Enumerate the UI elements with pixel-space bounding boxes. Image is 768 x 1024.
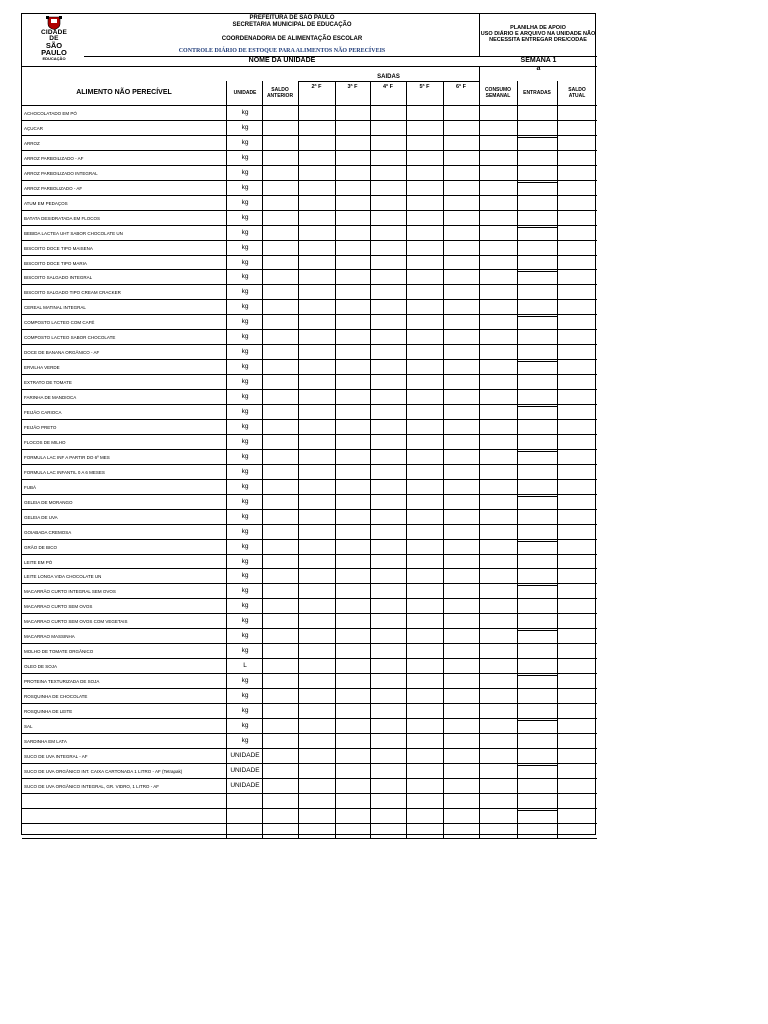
item-name: EXTRATO DE TOMATE xyxy=(24,380,72,386)
item-unit: kg xyxy=(241,482,249,490)
row-divider xyxy=(22,568,597,569)
column-divider xyxy=(479,66,480,838)
row-divider xyxy=(22,613,597,614)
row-divider xyxy=(22,718,597,719)
item-unit: kg xyxy=(241,333,249,341)
row-divider xyxy=(22,793,597,794)
row-divider xyxy=(22,688,597,689)
item-unit: kg xyxy=(241,542,249,550)
col-header-consumo xyxy=(479,81,517,105)
entradas-cell-mark xyxy=(517,271,557,285)
item-unit: UNIDADE xyxy=(230,766,260,774)
item-unit: kg xyxy=(241,363,249,371)
row-divider xyxy=(22,509,597,510)
week-label xyxy=(480,57,597,73)
row-divider xyxy=(22,479,597,480)
row-divider xyxy=(22,823,597,824)
item-unit: kg xyxy=(241,707,249,714)
item-name: GELEIA DE MORANGO xyxy=(24,499,73,505)
row-divider xyxy=(22,733,597,734)
header-secretaria: SECRETARIA MUNICIPAL DE EDUCAÇÃO xyxy=(232,22,352,28)
row-divider xyxy=(22,464,597,465)
saldo-anterior-l1: SALDO xyxy=(271,87,289,93)
item-name: MACARRAO MASSINHA xyxy=(24,634,75,640)
item-unit: kg xyxy=(241,258,249,266)
row-divider xyxy=(22,284,597,285)
item-name: GOIABADA CREMOSA xyxy=(24,529,72,535)
item-unit: kg xyxy=(241,647,249,655)
entradas-cell-mark xyxy=(517,137,557,151)
item-unit: kg xyxy=(241,602,249,610)
item-unit: UNIDADE xyxy=(230,781,260,789)
row-divider xyxy=(22,583,597,584)
header-center xyxy=(142,14,442,43)
row-divider xyxy=(22,419,597,420)
item-unit: kg xyxy=(241,348,249,356)
row-divider xyxy=(22,389,597,390)
col-header-day: 4ª F xyxy=(383,84,393,90)
item-name: SAL xyxy=(24,723,33,729)
item-name: ATUM EM PEDAÇOS xyxy=(24,200,68,206)
item-name: SUCO DE UVA ORGÂNICO INTEGRAL, GR. VIDRO, 1 LITRO - AF xyxy=(24,783,159,789)
info-line-3: NECESSITA ENTREGAR DRE/CODAE xyxy=(489,37,587,43)
item-name: CEREAL MATINAL INTEGRAL xyxy=(24,305,86,311)
row-divider xyxy=(22,255,597,256)
entradas-cell-mark xyxy=(517,316,557,330)
row-divider xyxy=(22,404,597,405)
row-divider xyxy=(22,554,597,555)
item-name: SARDINHA EM LATA xyxy=(24,738,67,744)
week-number: SEMANA 1 xyxy=(520,57,557,64)
week-sub: a xyxy=(536,65,541,72)
item-unit: kg xyxy=(241,273,249,281)
item-unit: kg xyxy=(241,587,249,595)
item-name: FORMULA LAC INFANTIL 0 A 6 MESES xyxy=(24,469,105,475)
entradas-cell-mark xyxy=(517,496,557,510)
item-unit: kg xyxy=(241,288,249,296)
item-name: MOLHO DE TOMATE ORGÂNICO xyxy=(24,649,94,655)
saldo-anterior-l2: ANTERIOR xyxy=(266,93,294,99)
entradas-cell-mark xyxy=(517,182,557,196)
row-divider xyxy=(22,838,597,839)
col-header-day: 5ª F xyxy=(419,84,430,90)
item-name: MACARRÃO CURTO INTEGRAL SEM OVOS xyxy=(24,589,116,595)
row-divider xyxy=(22,598,597,599)
item-name: SUCO DE UVA INTEGRAL - AF xyxy=(24,753,88,759)
header-prefeitura: PREFEITURA DE SÃO PAULO xyxy=(249,15,335,21)
col-header-saldo-atual xyxy=(557,81,597,105)
item-unit: kg xyxy=(241,452,249,460)
item-name: ARROZ PARBOILIZADO INTEGRAL xyxy=(24,170,98,176)
item-unit: L xyxy=(243,662,247,670)
item-unit: kg xyxy=(241,228,249,236)
item-name: ROSQUINHA DE LEITE xyxy=(24,709,73,714)
row-divider xyxy=(22,299,597,300)
logo-text-3: EDUCAÇÃO xyxy=(42,56,66,61)
item-name: FEIJÃO PRETO xyxy=(24,424,57,430)
city-logo xyxy=(36,16,72,61)
item-unit: UNIDADE xyxy=(230,751,260,759)
row-divider xyxy=(22,434,597,435)
row-divider xyxy=(22,344,597,345)
item-name: LEITE EM PÓ xyxy=(24,559,53,565)
info-box xyxy=(479,14,596,56)
item-unit: kg xyxy=(241,467,249,475)
row-divider xyxy=(22,240,597,241)
header-coordenadoria: COORDENADORIA DE ALIMENTAÇÃO ESCOLAR xyxy=(221,36,363,42)
entradas-cell-mark xyxy=(517,406,557,420)
entradas-cell-mark xyxy=(517,720,557,734)
item-name: ARROZ PARBOILIZADO - AF xyxy=(24,155,84,161)
item-name: PROTEINA TEXTURIZADA DE SOJA xyxy=(24,679,100,685)
entradas-cell-mark xyxy=(517,630,557,644)
entradas-cell-mark xyxy=(517,810,557,824)
row-divider xyxy=(22,763,597,764)
item-unit: kg xyxy=(241,303,249,311)
info-line-1: PLANILHA DE APOIO xyxy=(510,25,566,31)
item-name: FUBÁ xyxy=(24,484,37,490)
item-unit: kg xyxy=(241,692,249,700)
row-divider xyxy=(22,703,597,704)
row-divider xyxy=(22,180,597,181)
row-divider xyxy=(22,374,597,375)
item-unit: kg xyxy=(241,378,249,386)
saldo-atual-l1: SALDO xyxy=(568,87,586,93)
logo-text-1: CIDADE DE xyxy=(40,29,68,42)
item-name: MACARRAO CURTO SEM OVOS COM VEGETAIS xyxy=(24,619,128,625)
item-name: FARINHA DE MANDIOCA xyxy=(24,395,77,401)
row-divider xyxy=(22,135,597,136)
coat-of-arms-icon xyxy=(45,16,63,30)
logo-text-2: SÃO PAULO xyxy=(41,41,67,57)
item-name: GELEIA DE UVA xyxy=(24,514,58,520)
item-name: COMPOSTO LACTEO SABOR CHOCOLATE xyxy=(24,335,116,341)
col-header-day: 6ª F xyxy=(456,84,466,90)
row-divider xyxy=(22,524,597,525)
item-unit: kg xyxy=(241,497,249,505)
row-divider xyxy=(22,628,597,629)
row-divider xyxy=(22,748,597,749)
saldo-atual-l2: ATUAL xyxy=(568,93,586,99)
consumo-l1: CONSUMO xyxy=(484,87,512,93)
row-divider xyxy=(22,269,597,270)
item-name: GRÃO DE BICO xyxy=(24,544,58,550)
item-name: BISCOITO SALGADO INTEGRAL xyxy=(24,275,93,281)
item-name: BISCOITO DOCE TIPO MARIA xyxy=(24,260,87,266)
item-name: SUCO DE UVA ORGÂNICO INT. CAIXA CARTONADA 1 LITRO - AF (Tetrapak) xyxy=(24,768,183,774)
entradas-cell-mark xyxy=(517,541,557,555)
item-name: FLOCOS DE MILHO xyxy=(24,439,66,445)
form-title: CONTROLE DIÁRIO DE ESTOQUE PARA ALIMENTOS NÃO PERECÍVEIS xyxy=(178,48,386,54)
item-unit: kg xyxy=(241,123,249,131)
row-divider xyxy=(22,150,597,151)
item-unit: kg xyxy=(241,168,249,176)
row-divider xyxy=(22,329,597,330)
info-line-2: USO DIÁRIO E ARQUIVO NA UNIDADE NÃO xyxy=(480,31,596,37)
item-name: ARROZ PARBOLIZADO - AF xyxy=(24,185,83,191)
item-name: FEIJÃO CARIOCA xyxy=(24,410,62,415)
item-name: OLEO DE SOJA xyxy=(24,664,58,670)
row-divider xyxy=(22,314,597,315)
item-unit: kg xyxy=(241,721,249,729)
item-unit: kg xyxy=(241,437,249,445)
item-unit: kg xyxy=(241,512,249,520)
row-divider xyxy=(22,165,597,166)
col-header-entradas: ENTRADAS xyxy=(523,90,551,96)
item-unit: kg xyxy=(241,677,249,685)
row-divider xyxy=(22,494,597,495)
row-divider xyxy=(22,195,597,196)
item-name: BEBIDA LACTEA UHT SABOR CHOCOLATE UN xyxy=(24,230,123,236)
item-unit: kg xyxy=(241,393,249,401)
consumo-l2: SEMANAL xyxy=(485,93,511,99)
item-name: ACHOCOLATADO EM PÓ xyxy=(24,111,77,116)
item-name: MACARRAO CURTO SEM OVOS xyxy=(24,604,93,610)
item-unit: kg xyxy=(241,632,249,640)
item-name: BATATA DESIDRATADA EM FLOCOS xyxy=(24,215,101,221)
row-divider xyxy=(22,120,597,121)
row-divider xyxy=(22,778,597,779)
row-divider xyxy=(22,225,597,226)
item-name: ROSQUINHA DE CHOCOLATE xyxy=(24,694,88,700)
col-header-alimento: ALIMENTO NÃO PERECÍVEL xyxy=(76,89,172,96)
row-divider xyxy=(22,210,597,211)
item-unit: kg xyxy=(241,213,249,221)
entradas-cell-mark xyxy=(517,451,557,465)
item-name: AÇUCAR xyxy=(24,125,44,131)
item-unit: kg xyxy=(241,617,249,625)
saidas-header: SAIDAS xyxy=(377,74,400,80)
item-name: BISCOITO DOCE TIPO MAISENA xyxy=(24,245,93,251)
col-header-day: 2ª F xyxy=(311,84,322,90)
item-unit: kg xyxy=(241,138,249,146)
item-unit: kg xyxy=(241,198,249,206)
entradas-cell-mark xyxy=(517,765,557,779)
item-unit: kg xyxy=(241,557,249,565)
item-unit: kg xyxy=(241,572,249,580)
stock-control-sheet xyxy=(21,13,596,835)
item-unit: kg xyxy=(241,736,249,744)
item-unit: kg xyxy=(241,153,249,161)
item-unit: kg xyxy=(241,527,249,535)
col-header-unidade: UNIDADE xyxy=(233,90,257,96)
entradas-cell-mark xyxy=(517,585,557,599)
item-name: ARROZ xyxy=(24,140,40,146)
item-unit: kg xyxy=(241,408,249,415)
item-name: LEITE LONGA VIDA CHOCOLATE UN xyxy=(24,574,102,580)
school-name-field[interactable]: NOME DA UNIDADE xyxy=(248,57,316,64)
item-unit: kg xyxy=(241,183,249,191)
divider xyxy=(22,105,597,106)
row-divider xyxy=(22,449,597,450)
item-unit: kg xyxy=(241,422,249,430)
logo-area xyxy=(22,14,84,61)
col-header-day: 3ª F xyxy=(347,84,358,90)
item-unit: kg xyxy=(241,243,249,251)
item-unit: kg xyxy=(241,318,249,326)
item-unit: kg xyxy=(241,109,249,116)
row-divider xyxy=(22,359,597,360)
item-name: ERVILHA VERDE xyxy=(24,365,60,371)
row-divider xyxy=(22,658,597,659)
item-name: FORMULA LAC INF A PARTIR DO 6º MES xyxy=(24,454,110,460)
entradas-cell-mark xyxy=(517,361,557,375)
item-name: COMPOSTO LACTEO COM CAFÉ xyxy=(24,320,95,326)
entradas-cell-mark xyxy=(517,675,557,689)
col-header-saldo-anterior xyxy=(262,81,298,105)
row-divider xyxy=(22,673,597,674)
row-divider xyxy=(22,539,597,540)
item-name: DOCE DE BANANA ORGÂNICO - AF xyxy=(24,350,100,356)
row-divider xyxy=(22,808,597,809)
entradas-cell-mark xyxy=(517,227,557,241)
item-name: BISCOITO SALGADO TIPO CREAM CRACKER xyxy=(24,290,121,296)
row-divider xyxy=(22,643,597,644)
